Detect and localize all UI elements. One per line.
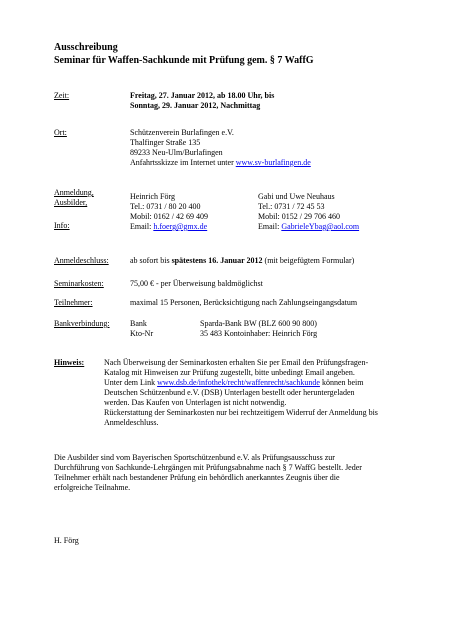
ausbilder-label: Ausbilder, xyxy=(54,198,88,207)
footer-line-3: Teilnehmer erhält nach bestandener Prüfung ein behördlich anerkanntes Zeugnis über die xyxy=(54,473,340,482)
hinweis-line-6: Rückerstattung der Seminarkosten nur bei rechtzeitigem Widerruf der Anmeldung bis xyxy=(104,408,378,417)
hinweis-label: Hinweis: xyxy=(54,358,85,367)
person1-tel: Tel.: 0731 / 80 20 400 xyxy=(130,202,201,211)
person2-name: Gabi und Uwe Neuhaus xyxy=(258,192,335,201)
anmeldeschluss-value xyxy=(130,256,354,266)
hinweis-line-4: Deutschen Schützenbund e.V. (DSB) Unterlagen bestellt oder heruntergeladen xyxy=(104,388,355,397)
bank-account: 35 483 Kontoinhaber: Heinrich Förg xyxy=(200,329,318,338)
seminarkosten-label: Seminarkosten: xyxy=(54,279,104,288)
ort-line-4 xyxy=(130,158,311,168)
ort-label: Ort: xyxy=(54,128,67,137)
seminarkosten-value: 75,00 € - per Überweisung baldmöglichst xyxy=(130,279,263,288)
dsb-sachkunde-link[interactable]: www.dsb.de/infothek/recht/waffenrecht/sachkunde xyxy=(157,378,320,387)
ort-line-4-text: Anfahrtsskizze im Internet unter xyxy=(130,158,234,167)
footer-line-1: Die Ausbilder sind vom Bayerischen Sportschützenbund e.V. als Prüfungsausschuss zur xyxy=(54,453,335,462)
bank-label-bank: Bank xyxy=(130,319,147,328)
person2-tel: Tel.: 0731 / 72 45 53 xyxy=(258,202,325,211)
zeit-line-2: Sonntag, 29. Januar 2012, Nachmittag xyxy=(130,101,261,110)
zeit-label: Zeit: xyxy=(54,91,70,100)
bankverbindung-label: Bankverbindung: xyxy=(54,319,110,328)
person2-mobil: Mobil: 0152 / 29 706 460 xyxy=(258,212,341,221)
ort-line-1: Schützenverein Burlafingen e.V. xyxy=(130,128,234,137)
ort-line-2: Thalfinger Straße 135 xyxy=(130,138,201,147)
teilnehmer-value: maximal 15 Personen, Berücksichtigung nach Zahlungseingangsdatum xyxy=(130,298,358,307)
zeit-line-1: Freitag, 27. Januar 2012, ab 18.00 Uhr, bis xyxy=(130,91,275,100)
hinweis-line-2: Katalog mit Hinweisen zur Prüfung zugestellt, bitte unbedingt Email angeben. xyxy=(104,368,355,377)
bank-label-kto: Kto-Nr xyxy=(130,329,154,338)
person1-name: Heinrich Förg xyxy=(130,192,175,201)
hinweis-line-7: Anmeldeschluss. xyxy=(104,418,159,427)
info-label: Info: xyxy=(54,221,70,230)
hinweis-line-3 xyxy=(104,378,364,388)
signature: H. Förg xyxy=(54,536,79,545)
person1-email-label: Email: xyxy=(130,222,152,231)
footer-line-4: erfolgreiche Teilnahme. xyxy=(54,483,131,492)
person1-email-row xyxy=(130,222,207,232)
anmeldeschluss-label: Anmeldeschluss: xyxy=(54,256,109,265)
anmeldung-label: Anmeldung, xyxy=(54,188,94,197)
anmeldeschluss-suffix: (mit beigefügtem Formular) xyxy=(264,256,355,265)
anmeldeschluss-deadline: spätestens 16. Januar 2012 xyxy=(171,256,263,265)
title-line-1: Ausschreibung xyxy=(54,42,118,53)
footer-line-2: Durchführung von Sachkunde-Lehrgängen mit Prüfungsabnahme nach § 7 WaffG bestellt. Jeder xyxy=(54,463,362,472)
person2-email-row xyxy=(258,222,359,232)
ort-line-3: 89233 Neu-Ulm/Burlafingen xyxy=(130,148,223,157)
hinweis-line-5: werden. Das Kaufen von Unterlagen ist nicht notwendig. xyxy=(104,398,287,407)
hinweis-line-3-pre: Unter dem Link xyxy=(104,378,156,387)
hinweis-line-3-post: können beim xyxy=(321,378,364,387)
anmeldeschluss-prefix: ab sofort bis xyxy=(130,256,170,265)
person2-email-link[interactable]: GabrieleYbag@aol.com xyxy=(281,222,360,231)
bank-name: Sparda-Bank BW (BLZ 600 90 800) xyxy=(200,319,317,328)
ort-website-link[interactable]: www.sv-burlafingen.de xyxy=(235,158,311,167)
page-title: Seminar für Waffen-Sachkunde mit Prüfung gem. § 7 WaffG xyxy=(54,55,314,66)
person2-email-label: Email: xyxy=(258,222,280,231)
person1-email-link[interactable]: h.foerg@gmx.de xyxy=(153,222,208,231)
teilnehmer-label: Teilnehmer: xyxy=(54,298,93,307)
person1-mobil: Mobil: 0162 / 42 69 409 xyxy=(130,212,209,221)
hinweis-line-1: Nach Überweisung der Seminarkosten erhalten Sie per Email den Prüfungsfragen- xyxy=(104,358,369,367)
